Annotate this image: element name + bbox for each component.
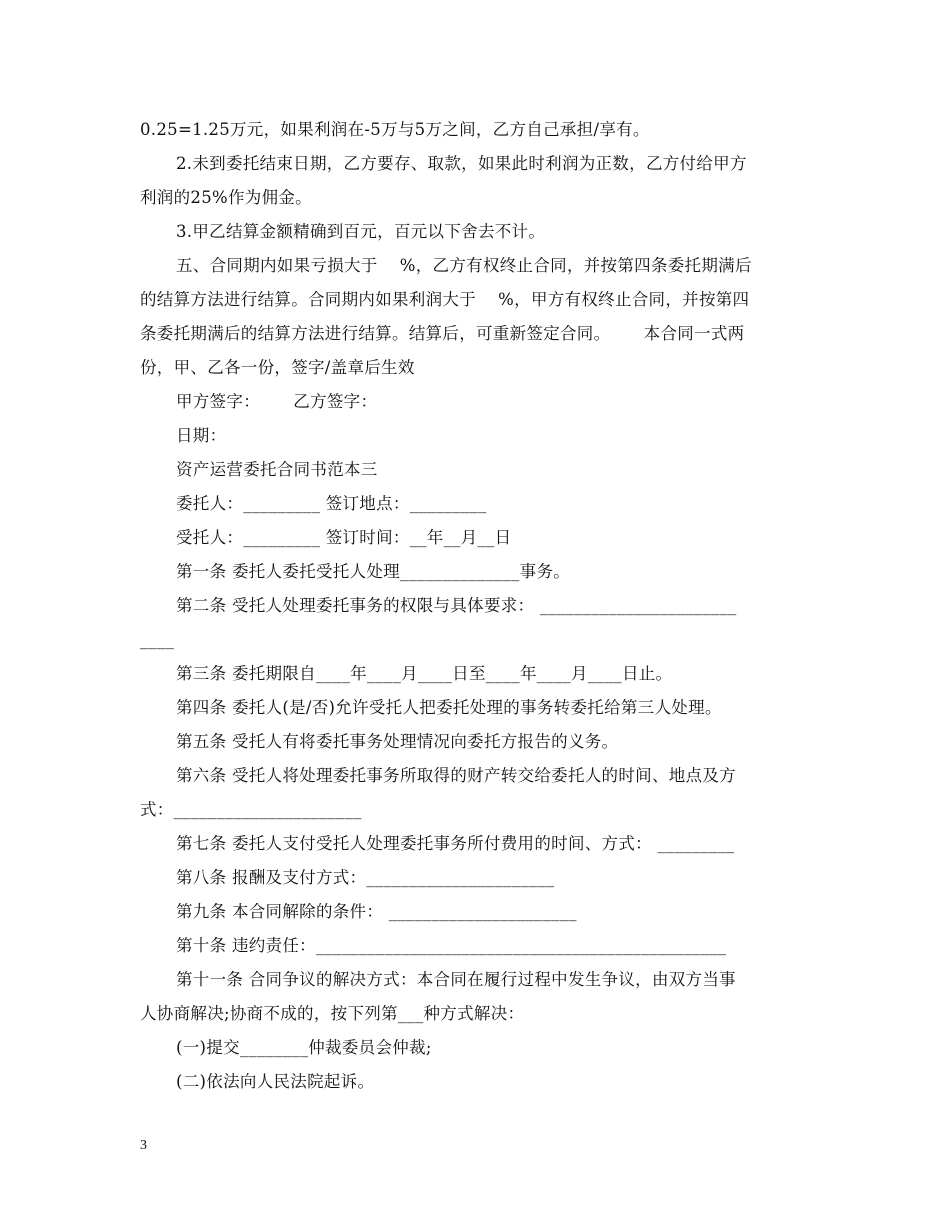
clause-line: 第十条 违约责任：________________________________________________: [176, 936, 727, 955]
clause-line: 第二条 受托人处理委托事务的权限与具体要求： _______________________: [176, 596, 737, 615]
text-line: 2.未到委托结束日期，乙方要存、取款，如果此时利润为正数，乙方付给甲方: [176, 154, 747, 173]
text-line: 0.25=1.25万元，如果利润在-5万与5万之间，乙方自己承担/享有。: [140, 120, 650, 139]
clause-line: 第十一条 合同争议的解决方式：本合同在履行过程中发生争议，由双方当事: [176, 970, 736, 989]
clause-line: 第九条 本合同解除的条件： ______________________: [176, 902, 577, 921]
clause-line: 第五条 受托人有将委托事务处理情况向委托方报告的义务。: [176, 732, 619, 751]
text-line: 五、合同期内如果亏损大于 %，乙方有权终止合同，并按第四条委托期满后: [176, 256, 752, 275]
text-line: 份，甲、乙各一份，签字/盖章后生效: [140, 358, 415, 377]
section-title: 资产运营委托合同书范本三: [176, 460, 378, 479]
text-line: (二)依法向人民法院起诉。: [176, 1072, 375, 1091]
clause-line: 第八条 报酬及支付方式：______________________: [176, 868, 555, 887]
text-line: (一)提交________仲裁委员会仲裁;: [176, 1038, 432, 1057]
text-line: 条委托期满后的结算方法进行结算。结算后，可重新签定合同。 本合同一式两: [140, 324, 745, 343]
text-line: 利润的25%作为佣金。: [140, 188, 312, 207]
text-line: 3.甲乙结算金额精确到百元，百元以下舍去不计。: [176, 222, 546, 241]
text-line: 委托人：_________ 签订地点：_________: [176, 494, 487, 513]
text-line: 式：______________________: [140, 800, 362, 819]
signature-line: 甲方签字： 乙方签字：: [176, 392, 378, 411]
document-body: [140, 113, 815, 1099]
text-line: 受托人：_________ 签订时间：__年__月__日: [176, 528, 512, 547]
text-line: 人协商解决;协商不成的，按下列第___种方式解决：: [140, 1004, 525, 1023]
text-line: ____: [140, 630, 175, 649]
date-line: 日期：: [176, 426, 227, 445]
page-number: 3: [140, 1138, 147, 1153]
clause-line: 第一条 委托人委托受托人处理______________事务。: [176, 562, 571, 581]
clause-line: 第三条 委托期限自____年____月____日至____年____月____日止。: [176, 664, 673, 683]
clause-line: 第七条 委托人支付受托人处理委托事务所付费用的时间、方式： _________: [176, 834, 735, 853]
text-line: 的结算方法进行结算。合同期内如果利润大于 %，甲方有权终止合同，并按第四: [140, 290, 750, 309]
clause-line: 第四条 委托人(是/否)允许受托人把委托处理的事务转委托给第三人处理。: [176, 698, 722, 717]
clause-line: 第六条 受托人将处理委托事务所取得的财产转交给委托人的时间、地点及方: [176, 766, 736, 785]
